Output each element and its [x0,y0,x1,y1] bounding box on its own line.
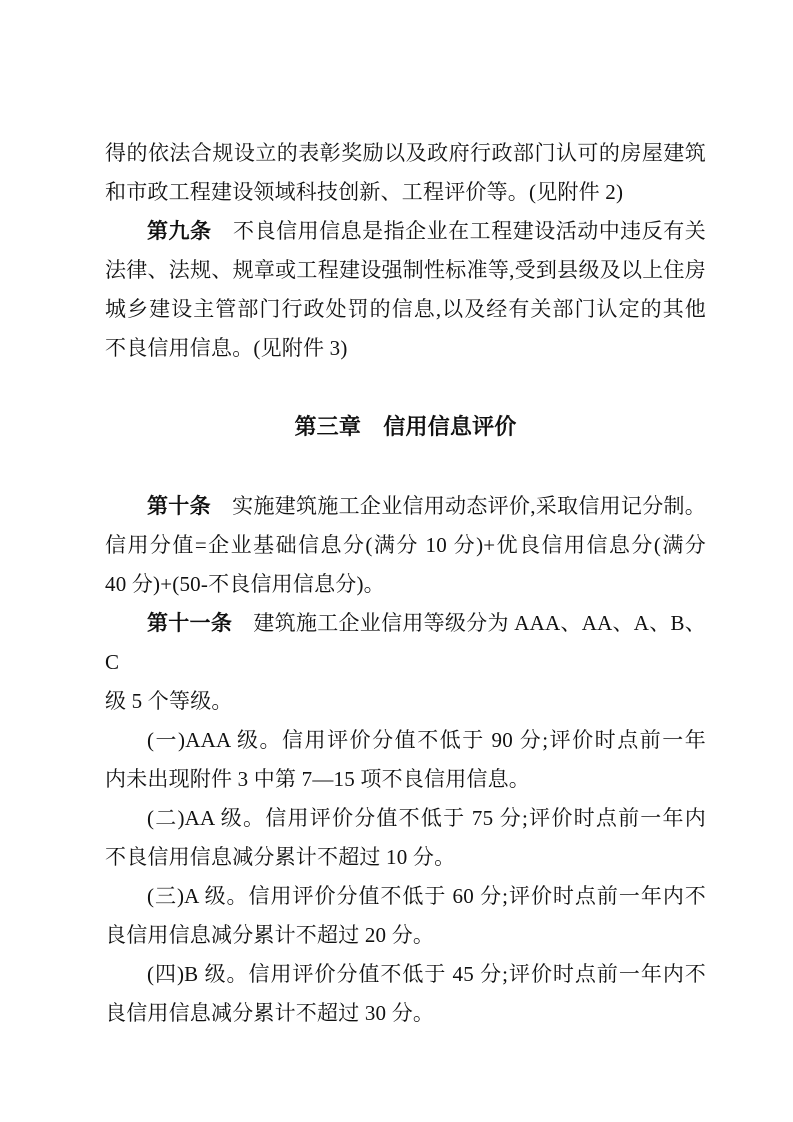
text-line [105,329,706,368]
bold-label: 第九条 [147,220,212,243]
text-run: 不良信用信息是指企业在工程建设活动中违反有关 [211,219,706,243]
text-run: 城乡建设主管部门行政处罚的信息,以及经有关部门认定的其他 [105,297,706,321]
text-line [105,994,706,1033]
text-block [105,134,706,1033]
text-run: 级 5 个等级。 [105,689,233,713]
text-line [105,565,706,604]
text-run: 实施建筑施工企业信用动态评价,采取信用记分制。 [210,494,706,518]
bold-label: 第十一条 [147,612,233,635]
text-run: (一)AAA 级。信用评价分值不低于 90 分;评价时点前一年 [147,728,706,752]
text-run: (三)A 级。信用评价分值不低于 60 分;评价时点前一年内不 [147,884,706,908]
text-line [105,134,706,173]
text-run: 40 分)+(50-不良信用信息分)。 [105,572,385,596]
bold-label: 第十条 [147,495,211,518]
text-line [105,721,706,760]
text-line [105,799,706,838]
text-run: 和市政工程建设领域科技创新、工程评价等。(见附件 2) [105,180,624,204]
text-run: 良信用信息减分累计不超过 30 分。 [105,1001,435,1025]
text-line [105,877,706,916]
text-run: 建筑施工企业信用等级分为 AAA、AA、A、B、C [105,611,707,674]
text-run: 内未出现附件 3 中第 7—15 项不良信用信息。 [105,767,530,791]
text-line [105,290,706,329]
text-line [105,487,706,526]
text-run: 法律、法规、规章或工程建设强制性标准等,受到县级及以上住房 [105,258,706,282]
text-run: 不良信用信息减分累计不超过 10 分。 [105,845,456,869]
bold-label: 第三章 信用信息评价 [294,414,517,439]
text-run: 良信用信息减分累计不超过 20 分。 [105,923,435,947]
text-line [105,760,706,799]
text-line [105,916,706,955]
chapter-heading [105,407,706,446]
text-run: 信用分值=企业基础信息分(满分 10 分)+优良信用信息分(满分 [105,533,706,557]
text-line [105,173,706,212]
text-run: (二)AA 级。信用评价分值不低于 75 分;评价时点前一年内 [147,806,706,830]
text-line [105,604,706,682]
text-line [105,251,706,290]
text-line [105,838,706,877]
text-run: 得的依法合规设立的表彰奖励以及政府行政部门认可的房屋建筑 [105,141,706,165]
text-line [105,526,706,565]
text-run: 不良信用信息。(见附件 3) [105,336,348,360]
text-line [105,682,706,721]
text-line [105,212,706,251]
text-run: (四)B 级。信用评价分值不低于 45 分;评价时点前一年内不 [147,962,706,986]
text-line [105,955,706,994]
